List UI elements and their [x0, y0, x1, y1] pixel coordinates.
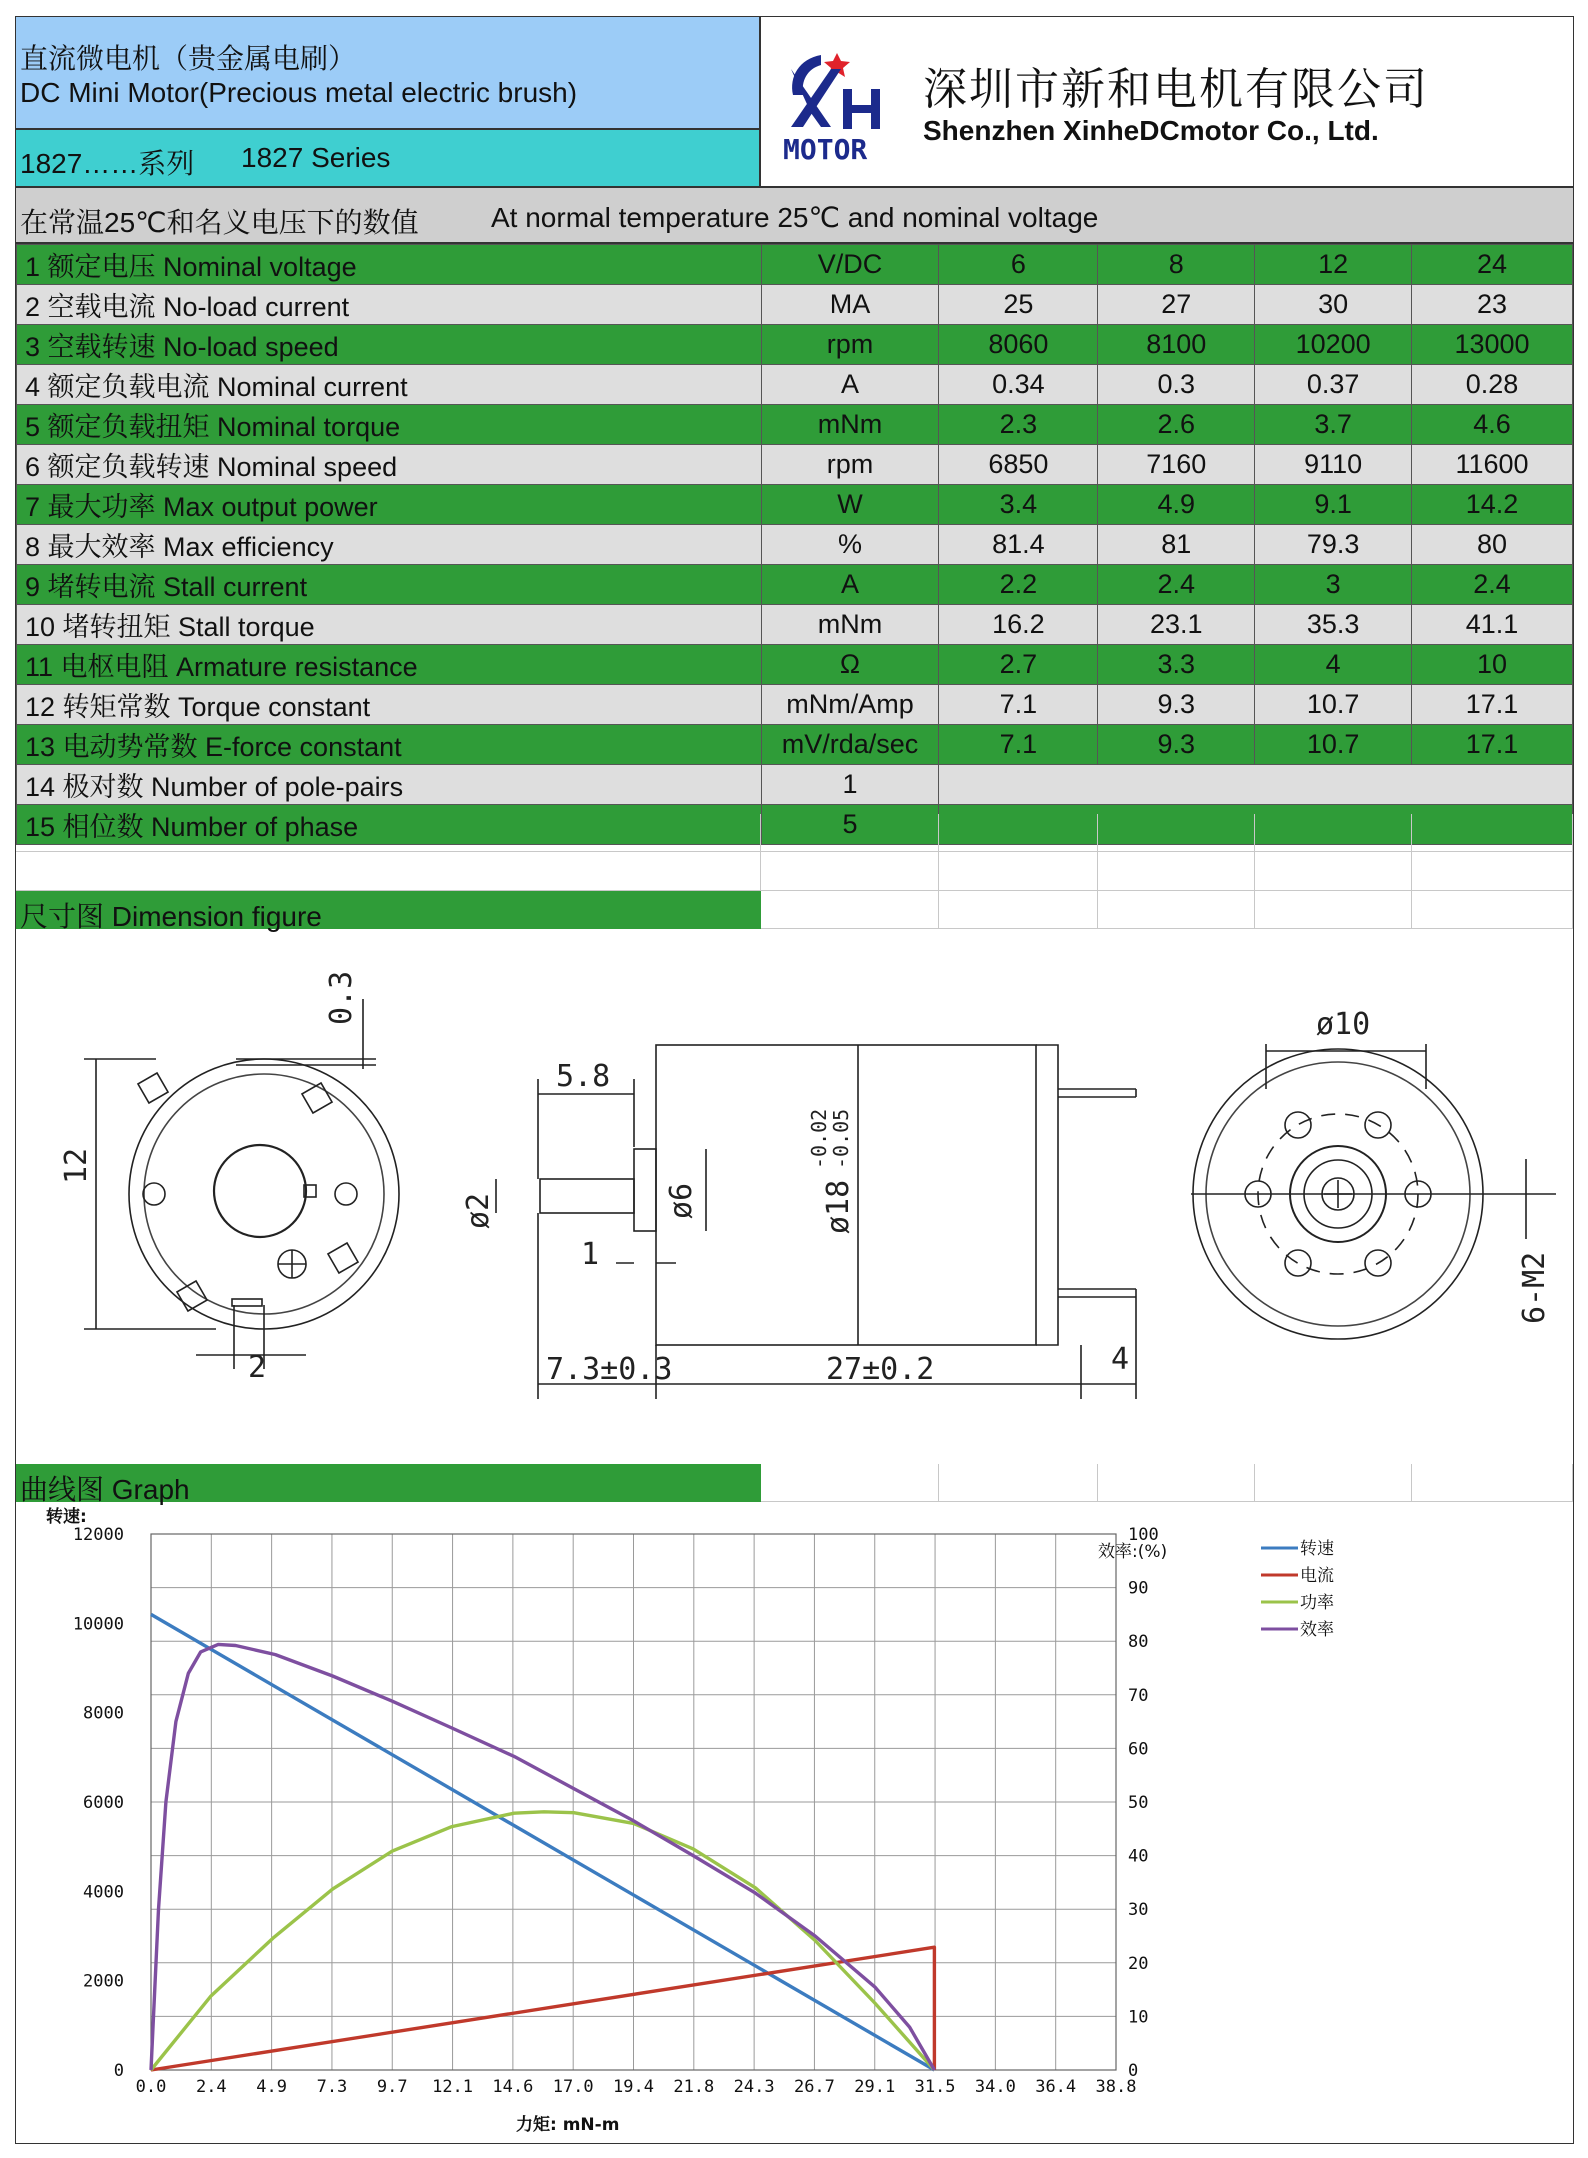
y-right-tick-label: 80	[1128, 1632, 1149, 1653]
blank-cell	[1255, 891, 1412, 929]
blank-cell	[1412, 852, 1573, 891]
spec-value: 2.6	[1098, 405, 1255, 445]
x-tick-label: 24.3	[733, 2077, 775, 2097]
dimension-figure	[16, 929, 1573, 1464]
spec-value: 13000	[1412, 325, 1573, 365]
dim-6-m2: 6-M2	[1517, 1251, 1552, 1324]
y-right-tick-label: 90	[1128, 1578, 1149, 1599]
spec-value: 30	[1255, 285, 1412, 325]
spec-row	[17, 725, 1573, 765]
blank-cell	[1255, 852, 1412, 891]
x-tick-label: 0.0	[135, 2077, 167, 2097]
company-cell	[761, 17, 1573, 188]
spec-value: 81.4	[939, 525, 1098, 565]
spec-value: 10200	[1255, 325, 1412, 365]
dim-7-3: 7.3±0.3	[546, 1352, 673, 1387]
spec-value: 6	[939, 245, 1098, 285]
spec-unit: mNm	[761, 605, 939, 645]
y-left-tick-label: 10000	[72, 1614, 124, 1635]
spec-name: 1 额定电压 Nominal voltage	[17, 245, 762, 285]
dim-4: 4	[1111, 1342, 1130, 1377]
spec-unit: %	[761, 525, 939, 565]
dimension-title: 尺寸图 Dimension figure	[16, 891, 761, 929]
spec-value: 17.1	[1412, 685, 1573, 725]
spec-value: 10.7	[1255, 725, 1412, 765]
spec-row	[17, 405, 1573, 445]
graph-area	[16, 1502, 1573, 2144]
blank-cell	[1412, 1464, 1573, 1502]
spec-name: 14 极对数 Number of pole-pairs	[17, 765, 762, 805]
spec-value: 27	[1098, 285, 1255, 325]
legend-label: 转速	[1300, 1539, 1334, 1559]
spec-value: 0.28	[1412, 365, 1573, 405]
spec-value: 11600	[1412, 445, 1573, 485]
end-view-outline	[129, 1059, 399, 1329]
x-tick-label: 19.4	[613, 2077, 654, 2097]
spec-value: 2.7	[939, 645, 1098, 685]
spec-value: 2.4	[1412, 565, 1573, 605]
y-right-tick-label: 60	[1128, 1739, 1149, 1760]
spec-name: 6 额定负载转速 Nominal speed	[17, 445, 762, 485]
y-right-tick-label: 20	[1128, 1953, 1149, 1974]
series-line-1	[151, 1947, 934, 2070]
y-left-tick-label: 2000	[83, 1971, 124, 1992]
spec-value: 0.37	[1255, 365, 1412, 405]
x-tick-label: 4.9	[256, 2077, 287, 2097]
blank-cell	[1255, 814, 1412, 852]
spec-unit: 1	[761, 765, 939, 805]
y-left-tick-label: 12000	[72, 1525, 124, 1545]
spec-unit: mNm/Amp	[761, 685, 939, 725]
spec-value: 4.9	[1098, 485, 1255, 525]
condition-row	[16, 188, 1573, 244]
dim-phi2: ø2	[461, 1192, 496, 1229]
blank-cell	[939, 814, 1098, 852]
x-tick-label: 9.7	[376, 2077, 408, 2097]
dim-phi10: ø10	[1316, 1007, 1371, 1042]
spec-row	[17, 365, 1573, 405]
spec-row	[17, 605, 1573, 645]
company-name-cn: 深圳市新和电机有限公司	[923, 64, 1429, 115]
blank-cell	[939, 852, 1098, 891]
series-line-0	[151, 1614, 934, 2070]
x-tick-label: 36.4	[1035, 2077, 1077, 2097]
spec-row	[17, 285, 1573, 325]
spec-value: 4	[1255, 645, 1412, 685]
y-left-tick-label: 0	[113, 2061, 124, 2081]
spec-row	[17, 685, 1573, 725]
y-right-tick-label: 70	[1128, 1685, 1149, 1706]
spec-value: 80	[1412, 525, 1573, 565]
dim-1: 1	[581, 1237, 600, 1272]
dim-5-8: 5.8	[556, 1059, 611, 1094]
spec-unit: rpm	[761, 445, 939, 485]
performance-chart	[16, 1502, 1573, 2144]
spec-value: 35.3	[1255, 605, 1412, 645]
spec-unit: rpm	[761, 325, 939, 365]
x-axis-label: 力矩: mN-m	[516, 2115, 620, 2135]
spec-sheet	[15, 16, 1574, 2144]
spec-value: 9110	[1255, 445, 1412, 485]
spec-row	[17, 525, 1573, 565]
spec-value: 79.3	[1255, 525, 1412, 565]
y-right-tick-label: 30	[1128, 1900, 1149, 1921]
y-right-tick-label: 50	[1128, 1793, 1149, 1813]
spec-value: 23.1	[1098, 605, 1255, 645]
x-tick-label: 7.3	[316, 2077, 348, 2097]
y-left-axis-label: 转速:	[46, 1507, 87, 1527]
blank-cell	[761, 852, 939, 891]
spec-value: 41.1	[1412, 605, 1573, 645]
spec-value: 9.1	[1255, 485, 1412, 525]
dim-2: 2	[248, 1350, 267, 1385]
spec-value: 3	[1255, 565, 1412, 605]
x-tick-label: 31.5	[914, 2077, 956, 2097]
spec-value: 2.4	[1098, 565, 1255, 605]
spec-value: 8	[1098, 245, 1255, 285]
condition-cn: 在常温25℃和名义电压下的数值	[20, 207, 419, 238]
spec-empty	[939, 765, 1573, 805]
spec-row	[17, 765, 1573, 805]
blank-cell	[1098, 1464, 1255, 1502]
blank-cell	[939, 891, 1098, 929]
spec-value: 2.3	[939, 405, 1098, 445]
blank-cell	[761, 814, 939, 852]
x-tick-label: 26.7	[793, 2077, 835, 2097]
spec-unit: 5	[761, 805, 939, 845]
y-right-tick-label: 10	[1128, 2007, 1149, 2028]
spec-value: 9.3	[1098, 725, 1255, 765]
spec-name: 4 额定负载电流 Nominal current	[17, 365, 762, 405]
series-line-2	[151, 1812, 934, 2070]
blank-cell	[1098, 814, 1255, 852]
spec-row	[17, 565, 1573, 605]
y-right-axis-label: 效率:(%)	[1098, 1542, 1168, 1562]
x-tick-label: 21.8	[673, 2077, 715, 2097]
logo-text: MOTOR	[783, 133, 868, 166]
y-left-tick-label: 4000	[83, 1882, 124, 1903]
condition-en: At normal temperature 25℃ and nominal voltage	[491, 202, 1099, 233]
dim-phi18-tol-low: -0.05	[829, 1108, 853, 1169]
spec-value: 8100	[1098, 325, 1255, 365]
spec-name: 9 堵转电流 Stall current	[17, 565, 762, 605]
y-right-tick-label: 0	[1128, 2061, 1139, 2081]
spec-unit: mNm	[761, 405, 939, 445]
dim-0-3: 0.3	[324, 970, 359, 1025]
company-logo	[781, 47, 891, 167]
spec-value: 0.3	[1098, 365, 1255, 405]
legend-label: 效率	[1300, 1620, 1334, 1640]
spec-name: 11 电枢电阻 Armature resistance	[17, 645, 762, 685]
spec-value: 0.34	[939, 365, 1098, 405]
graph-title: 曲线图 Graph	[16, 1464, 761, 1502]
spec-value: 17.1	[1412, 725, 1573, 765]
spec-name: 13 电动势常数 E-force constant	[17, 725, 762, 765]
y-left-tick-label: 8000	[83, 1703, 124, 1724]
spec-value: 3.7	[1255, 405, 1412, 445]
spec-value: 8060	[939, 325, 1098, 365]
x-tick-label: 17.0	[552, 2077, 594, 2097]
spec-value: 6850	[939, 445, 1098, 485]
series-en: 1827 Series	[241, 142, 391, 173]
spec-value: 81	[1098, 525, 1255, 565]
spec-value: 3.3	[1098, 645, 1255, 685]
spec-value: 25	[939, 285, 1098, 325]
spec-row	[17, 245, 1573, 285]
spec-name: 5 额定负载扭矩 Nominal torque	[17, 405, 762, 445]
blank-cell	[16, 852, 761, 891]
series-cn: 1827……系列	[20, 148, 195, 179]
spec-value: 2.2	[939, 565, 1098, 605]
blank-cell	[1412, 891, 1573, 929]
dimension-drawing	[16, 929, 1573, 1464]
spec-row	[17, 445, 1573, 485]
spec-unit: mV/rda/sec	[761, 725, 939, 765]
legend-label: 电流	[1300, 1566, 1334, 1586]
spec-table	[16, 244, 1573, 845]
dim-phi18-tol-up: -0.02	[807, 1108, 831, 1169]
spec-unit: A	[761, 365, 939, 405]
spec-value: 7.1	[939, 725, 1098, 765]
blank-cell	[939, 1464, 1098, 1502]
dim-phi6: ø6	[664, 1182, 699, 1219]
x-tick-label: 14.6	[492, 2077, 534, 2097]
x-tick-label: 12.1	[432, 2077, 474, 2097]
spec-unit: V/DC	[761, 245, 939, 285]
spec-value: 9.3	[1098, 685, 1255, 725]
spec-value: 24	[1412, 245, 1573, 285]
dim-27: 27±0.2	[826, 1352, 935, 1387]
product-title-cn: 直流微电机（贵金属电刷）	[20, 43, 357, 74]
spec-value: 10.7	[1255, 685, 1412, 725]
blank-cell	[761, 891, 939, 929]
legend-label: 功率	[1300, 1593, 1334, 1613]
series-line-3	[151, 1644, 934, 2070]
spec-row	[17, 325, 1573, 365]
spec-name: 3 空载转速 No-load speed	[17, 325, 762, 365]
x-tick-label: 34.0	[974, 2077, 1016, 2097]
spec-unit: Ω	[761, 645, 939, 685]
company-name-en: Shenzhen XinheDCmotor Co., Ltd.	[923, 115, 1379, 146]
series-cell	[16, 130, 761, 188]
spec-name: 15 相位数 Number of phase	[17, 805, 762, 845]
spec-value: 14.2	[1412, 485, 1573, 525]
blank-cell	[1412, 814, 1573, 852]
spec-unit: MA	[761, 285, 939, 325]
y-right-tick-label: 100	[1128, 1525, 1159, 1545]
x-tick-label: 38.8	[1095, 2077, 1137, 2097]
spec-value: 7160	[1098, 445, 1255, 485]
spec-row	[17, 645, 1573, 685]
spec-value: 7.1	[939, 685, 1098, 725]
dim-12: 12	[59, 1147, 94, 1184]
spec-name: 2 空载电流 No-load current	[17, 285, 762, 325]
x-tick-label: 2.4	[195, 2077, 227, 2097]
spec-value: 23	[1412, 285, 1573, 325]
spec-unit: A	[761, 565, 939, 605]
spec-name: 10 堵转扭矩 Stall torque	[17, 605, 762, 645]
spec-name: 7 最大功率 Max output power	[17, 485, 762, 525]
spec-value: 16.2	[939, 605, 1098, 645]
blank-cell	[761, 1464, 939, 1502]
spec-value: 12	[1255, 245, 1412, 285]
blank-cell	[16, 814, 761, 852]
product-title-cell	[16, 17, 761, 130]
spec-row	[17, 485, 1573, 525]
dim-phi18: ø18	[821, 1179, 856, 1234]
spec-value: 3.4	[939, 485, 1098, 525]
blank-cell	[1098, 852, 1255, 891]
y-left-tick-label: 6000	[83, 1793, 124, 1813]
blank-cell	[1255, 1464, 1412, 1502]
x-tick-label: 29.1	[854, 2077, 896, 2097]
y-right-tick-label: 40	[1128, 1846, 1149, 1867]
spec-value: 10	[1412, 645, 1573, 685]
product-title-en: DC Mini Motor(Precious metal electric brush)	[20, 77, 578, 108]
spec-name: 8 最大效率 Max efficiency	[17, 525, 762, 565]
spec-name: 12 转矩常数 Torque constant	[17, 685, 762, 725]
spec-value: 4.6	[1412, 405, 1573, 445]
blank-cell	[1098, 891, 1255, 929]
spec-unit: W	[761, 485, 939, 525]
